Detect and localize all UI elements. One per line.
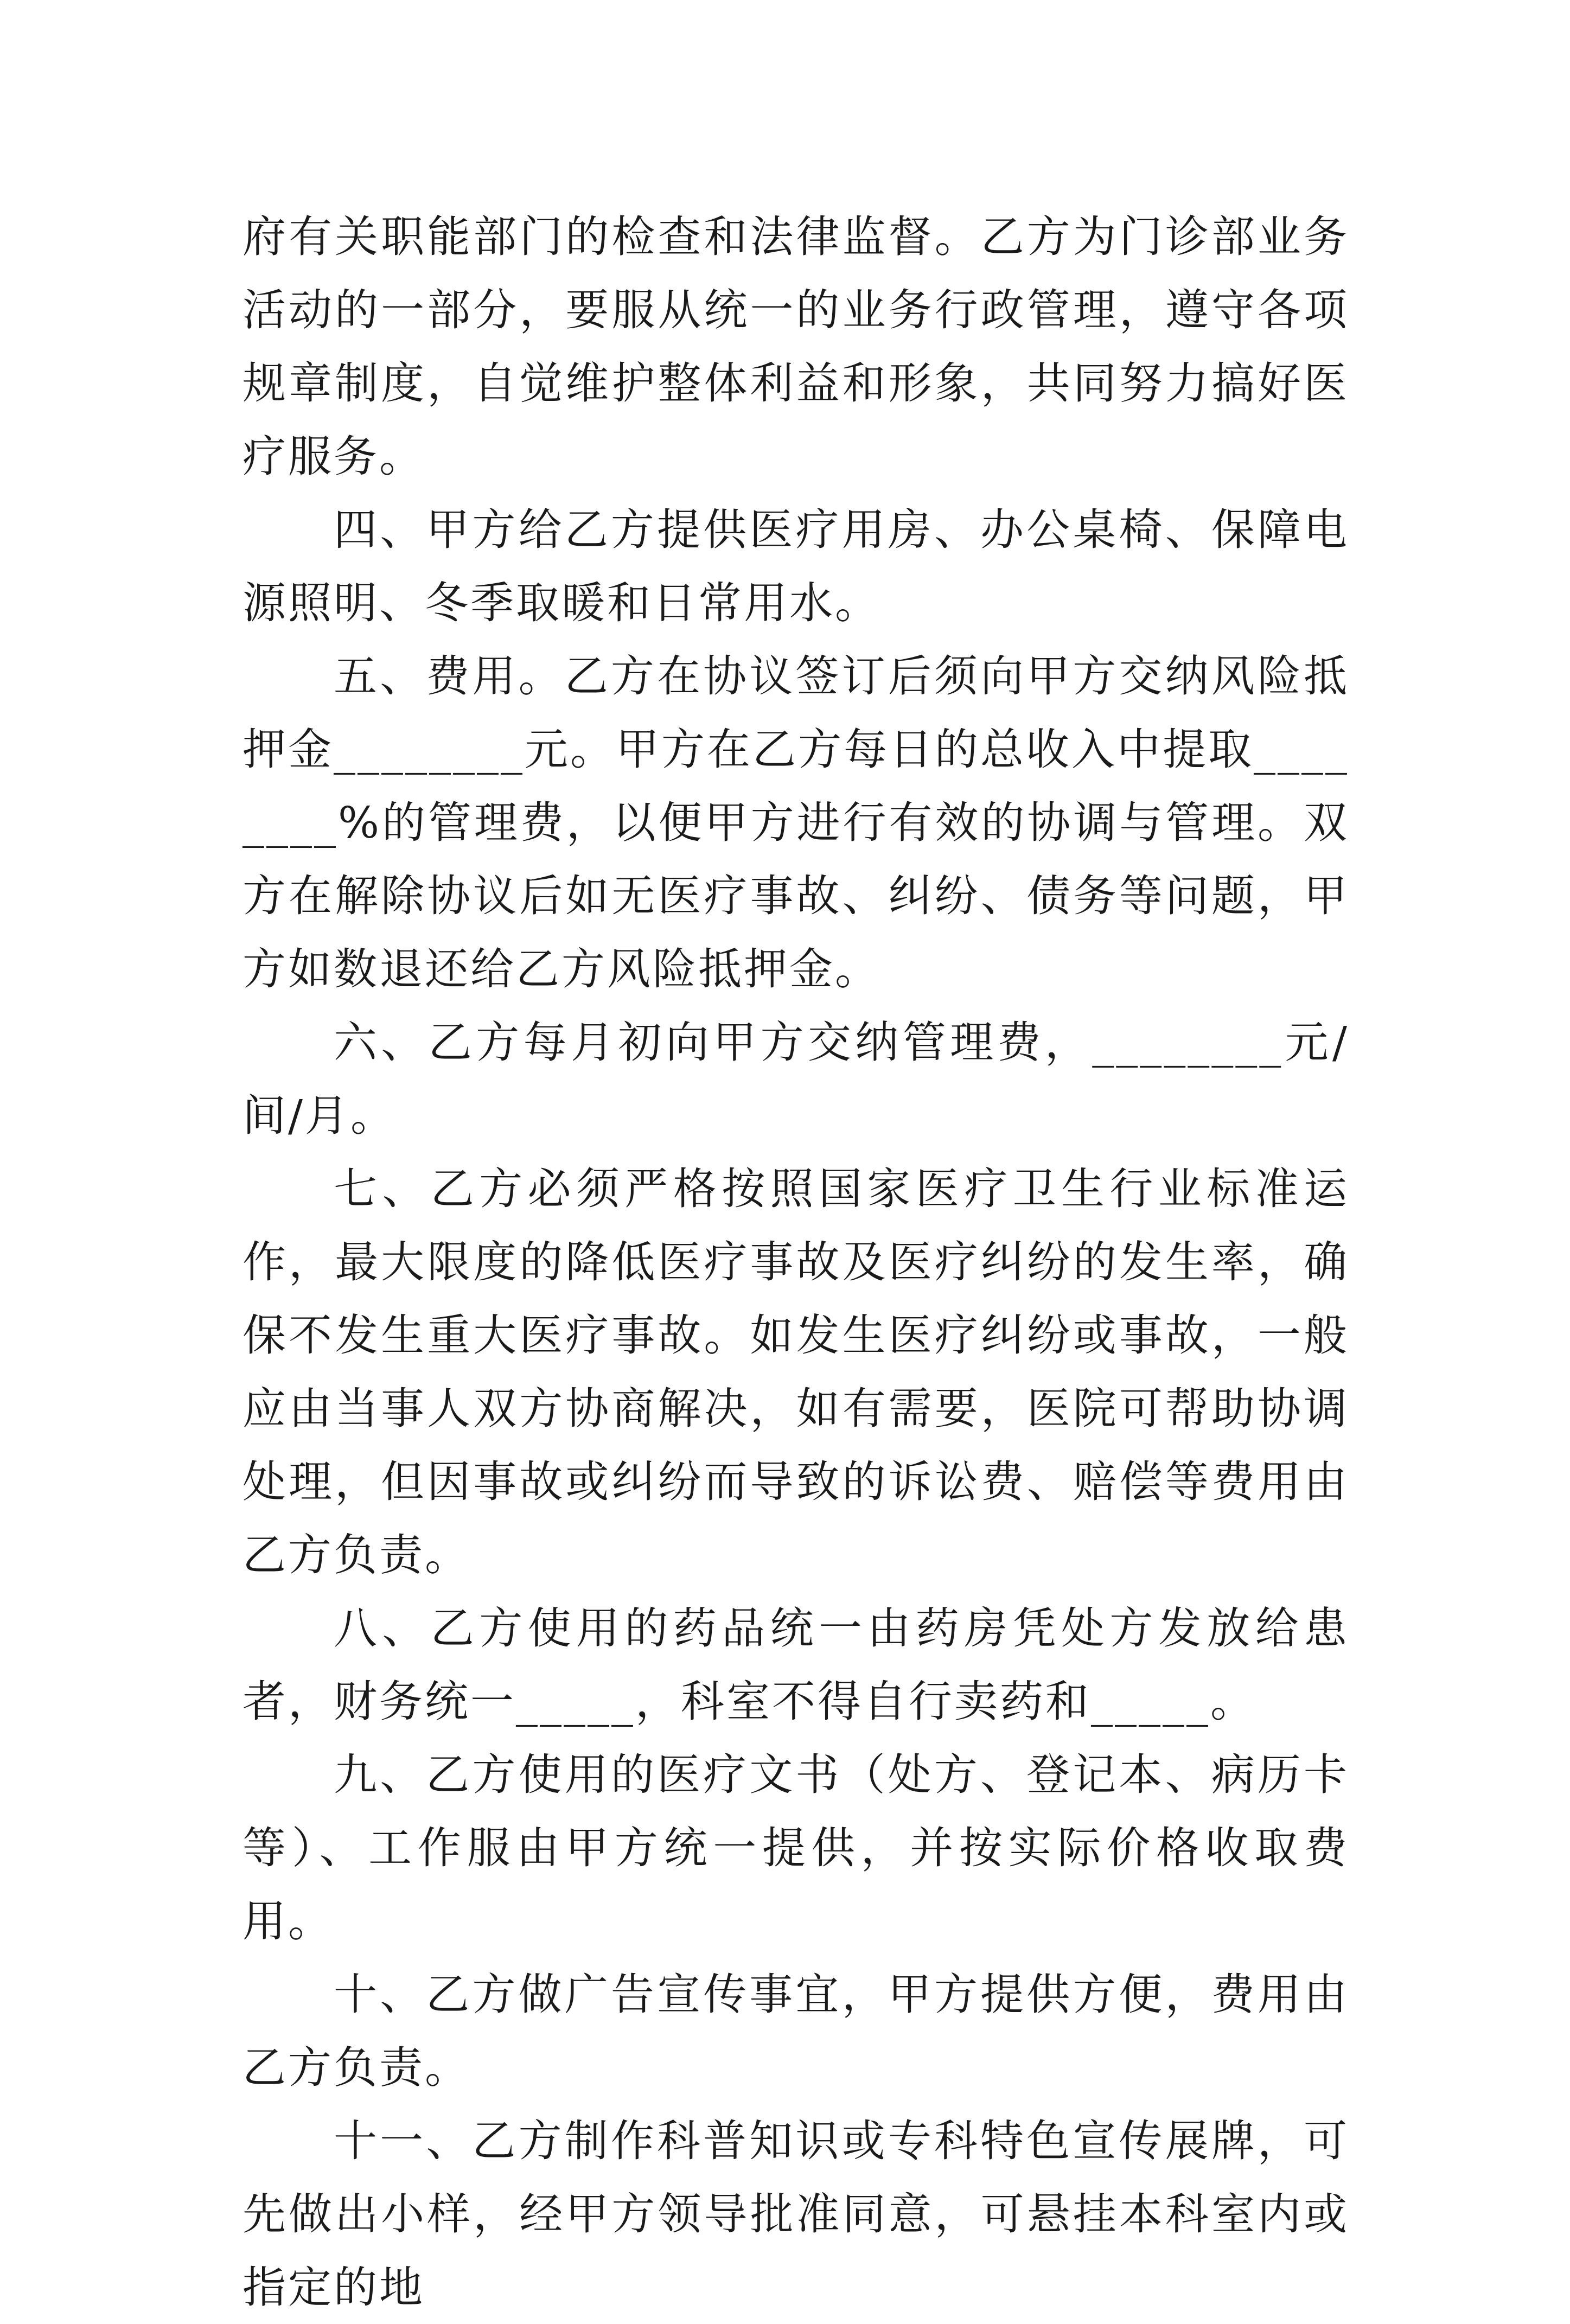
- paragraph-continuation: 府有关职能部门的检查和法律监督。乙方为门诊部业务活动的一部分，要服从统一的业务行政管理，遵守各项规章制度，自觉维护整体利益和形象，共同努力搞好医疗服务。: [242, 212, 1349, 482]
- paragraph-clause-4: 四、甲方给乙方提供医疗用房、办公桌椅、保障电源照明、冬季取暖和日常用水。: [242, 505, 1349, 628]
- paragraph-clause-5: 五、费用。乙方在协议签订后须向甲方交纳风险抵押金________元。甲方在乙方每日的总收入中提取________%的管理费，以便甲方进行有效的协调与管理。双方在解除协议后如无医疗事故、纠纷、债务等问题，甲方如数退还给乙方风险抵押金。: [242, 651, 1349, 994]
- paragraph-clause-7: 七、乙方必须严格按照国家医疗卫生行业标准运作，最大限度的降低医疗事故及医疗纠纷的发生率，确保不发生重大医疗事故。如发生医疗纠纷或事故，一般应由当事人双方协商解决，如有需要，医院可帮助协调处理，但因事故或纠纷而导致的诉讼费、赔偿等费用由乙方负责。: [242, 1164, 1349, 1580]
- document-body: [242, 200, 1349, 2324]
- paragraph-clause-10: 十、乙方做广告宣传事宜，甲方提供方便，费用由乙方负责。: [242, 1969, 1349, 2093]
- paragraph-clause-9: 九、乙方使用的医疗文书（处方、登记本、病历卡等）、工作服由甲方统一提供，并按实际价格收取费用。: [242, 1750, 1349, 1946]
- paragraph-clause-8: 八、乙方使用的药品统一由药房凭处方发放给患者，财务统一_____，科室不得自行卖药和_____。: [242, 1603, 1349, 1727]
- paragraph-clause-11: 十一、乙方制作科普知识或专科特色宣传展牌，可先做出小样，经甲方领导批准同意，可悬挂本科室内或指定的地: [242, 2116, 1349, 2313]
- paragraph-clause-6: 六、乙方每月初向甲方交纳管理费，________元/间/月。: [242, 1017, 1349, 1141]
